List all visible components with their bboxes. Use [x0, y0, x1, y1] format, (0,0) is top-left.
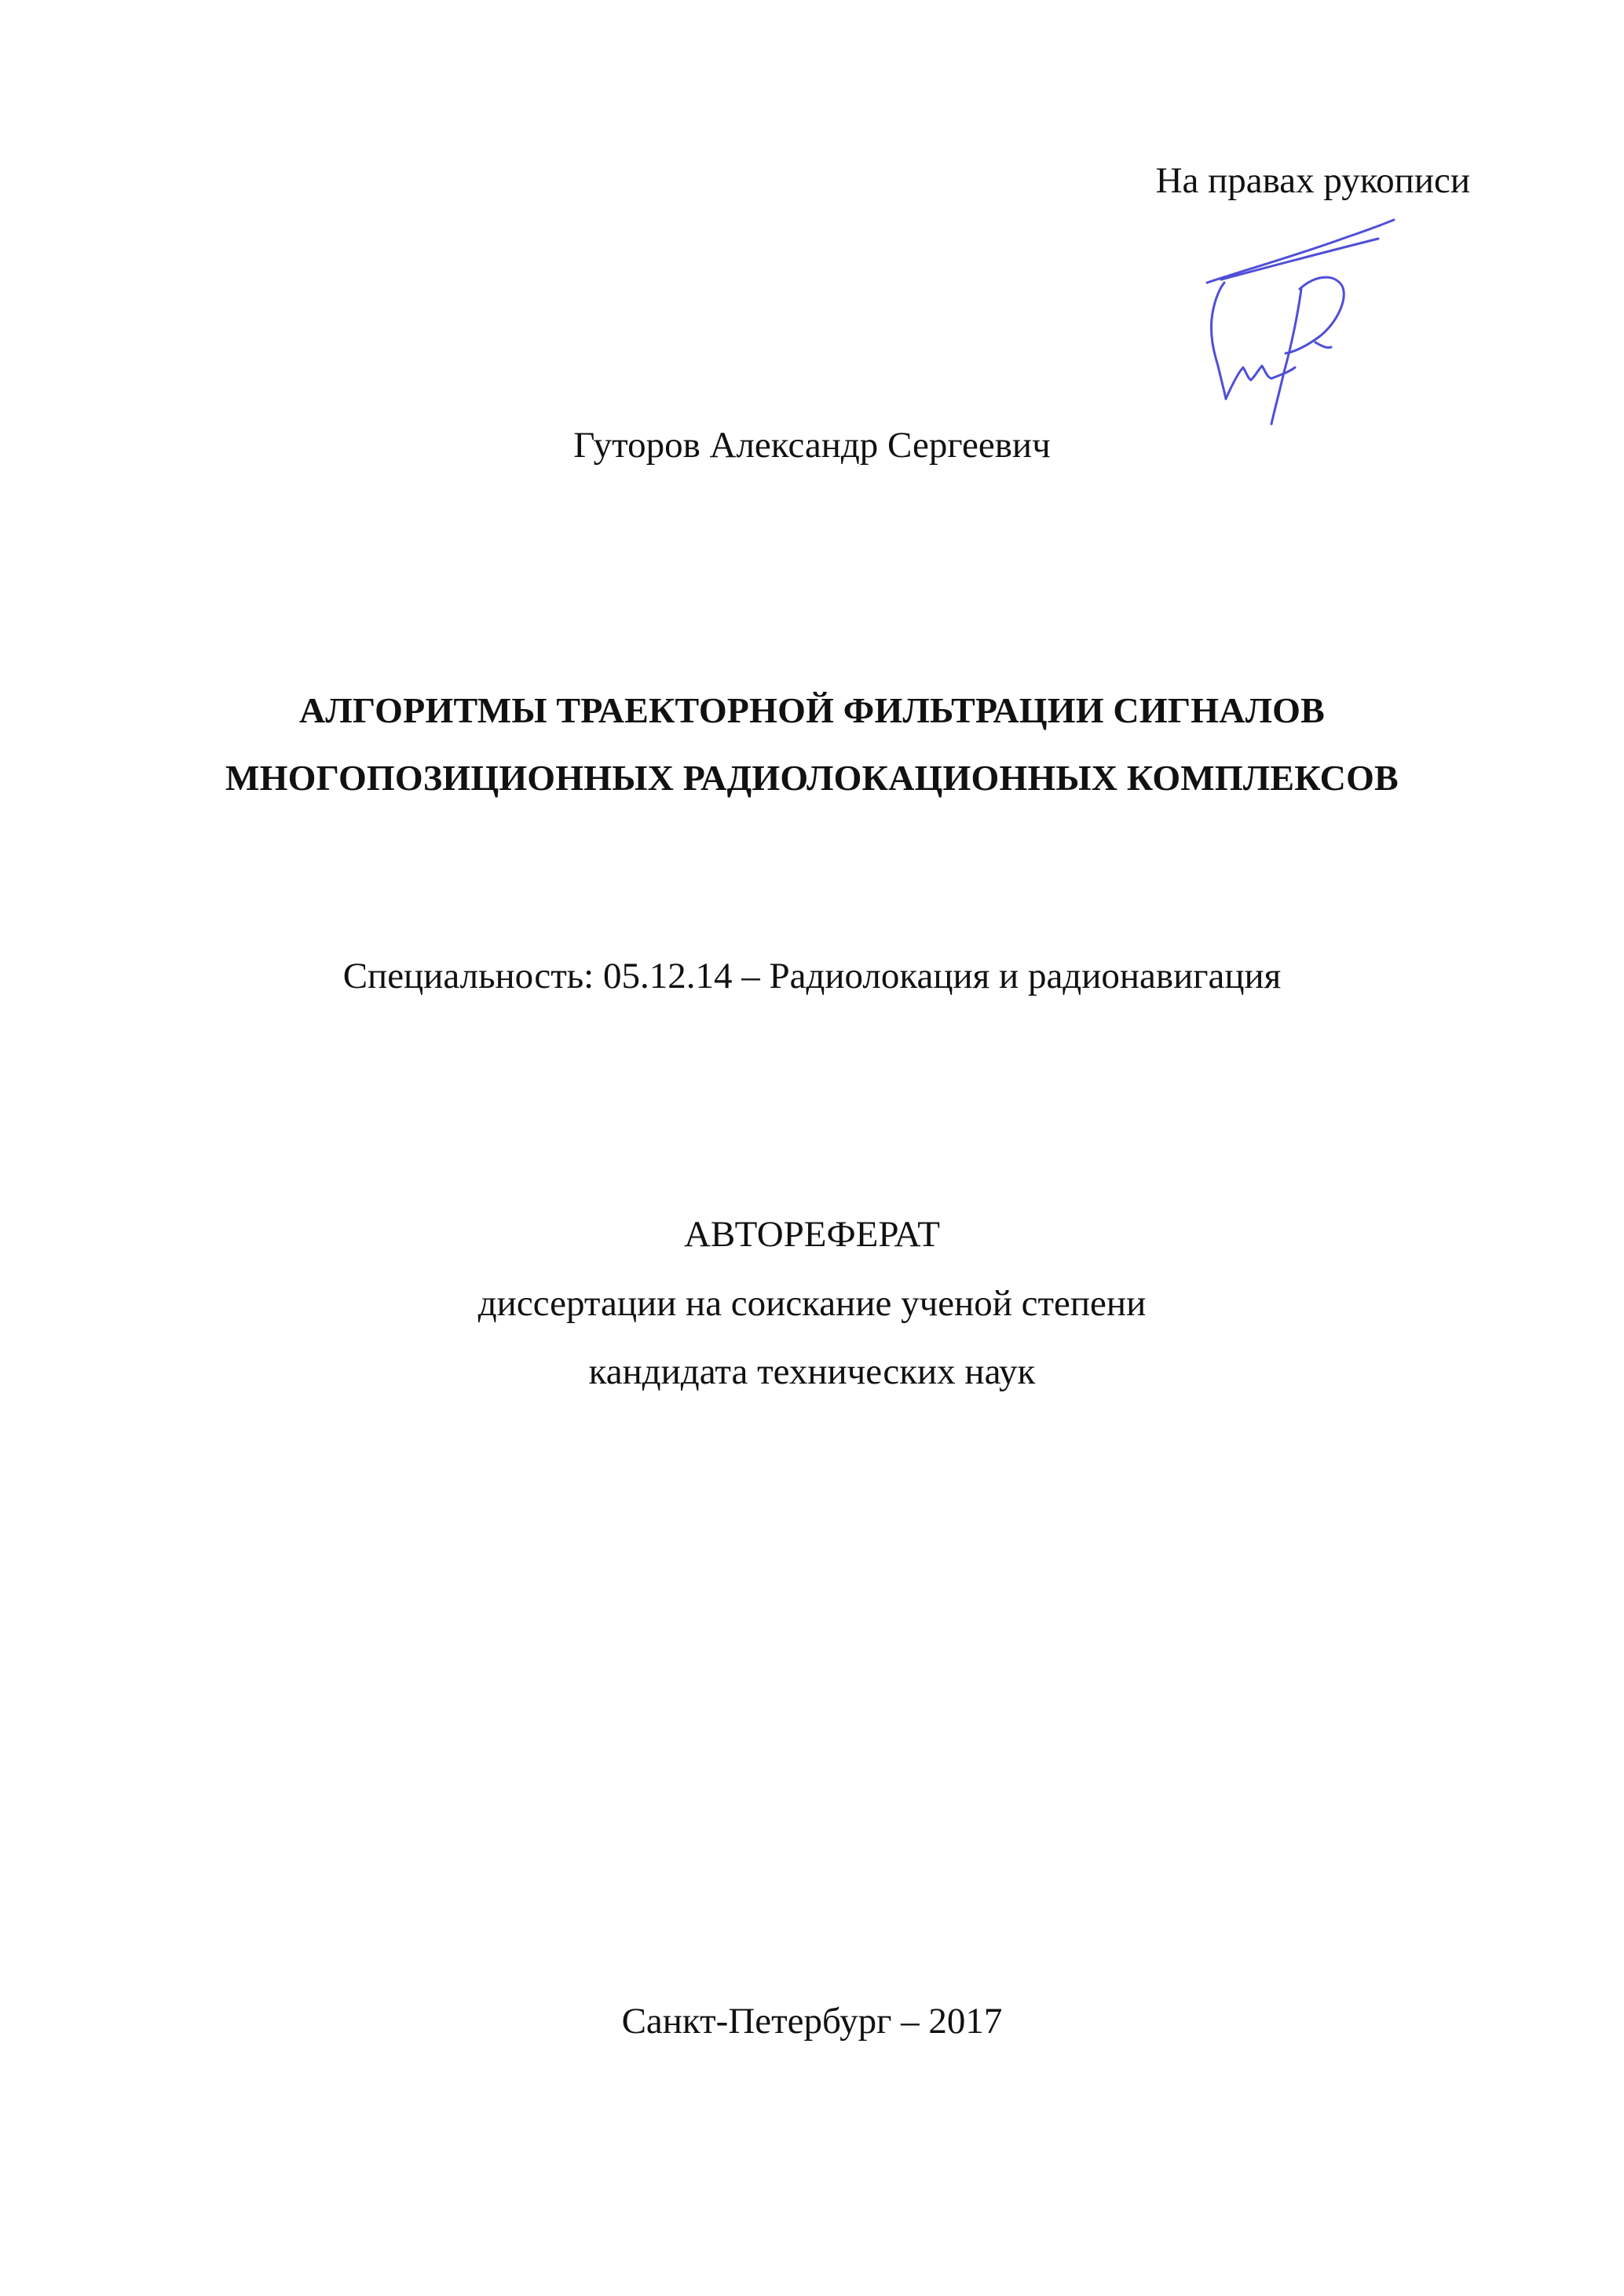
abstract-subtitle-line-1: диссертации на соискание ученой степени	[477, 1283, 1147, 1324]
title-line-2: МНОГОПОЗИЦИОННЫХ РАДИОЛОКАЦИОННЫХ КОМПЛЕКСОВ	[225, 758, 1399, 798]
rights-note: На правах рукописи	[1155, 160, 1470, 201]
handwritten-signature-icon	[1198, 218, 1410, 438]
abstract-label: АВТОРЕФЕРАТ	[683, 1214, 941, 1255]
title-line-1: АЛГОРИТМЫ ТРАЕКТОРНОЙ ФИЛЬТРАЦИИ СИГНАЛОВ	[298, 690, 1326, 730]
abstract-subtitle-line-2: кандидата технических наук	[588, 1351, 1036, 1392]
city-year: Санкт-Петербург – 2017	[621, 2001, 1003, 2042]
specialty-text: Специальность: 05.12.14 – Радиолокация и радионавигация	[342, 956, 1282, 996]
author-name: Гуторов Александр Сергеевич	[573, 425, 1051, 466]
